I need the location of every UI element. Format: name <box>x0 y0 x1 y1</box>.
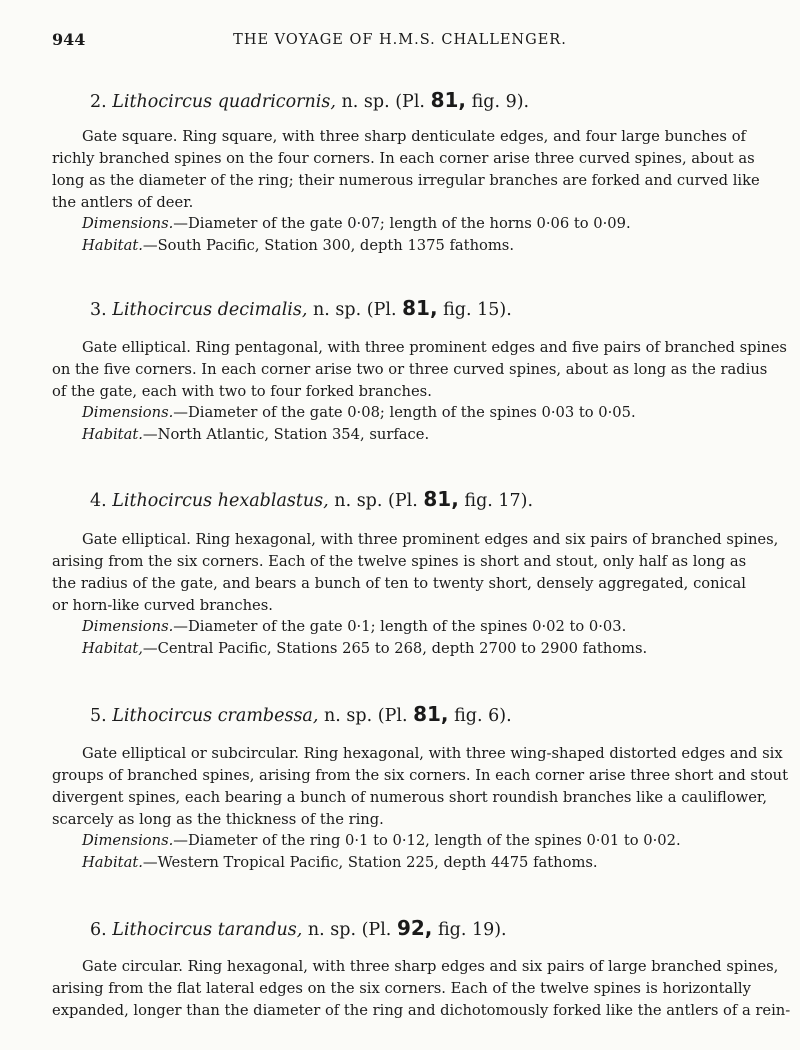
habitat-text: —Western Tropical Pacific, Station 225, depth 4475 fathoms. <box>142 854 598 871</box>
text-line: on the five corners. In each corner arise two or three curved spines, about as long as the radius <box>52 361 768 378</box>
dimensions-label: Dimensions. <box>82 215 174 232</box>
species-heading-tarandus <box>90 916 507 940</box>
plate-prefix: (Pl. <box>388 491 418 511</box>
plate-number: 92, <box>396 916 433 940</box>
dimensions-label: Dimensions. <box>82 832 174 849</box>
species-name: Lithocircus hexablastus, <box>112 491 329 511</box>
text-line: the antlers of deer. <box>52 194 194 211</box>
text-line: scarcely as long as the thickness of the ring. <box>52 811 384 828</box>
plate-prefix: (Pl. <box>361 920 392 940</box>
habitat-line <box>82 854 598 871</box>
species-name: Lithocircus quadricornis, <box>112 92 336 112</box>
habitat-line <box>82 640 647 657</box>
species-status: n. sp. <box>307 920 357 940</box>
habitat-label: Habitat. <box>82 426 143 443</box>
figure-ref: fig. 15). <box>443 300 512 320</box>
text-line: richly branched spines on the four corners. In each corner arise three curved spines, about as <box>52 150 755 167</box>
species-heading-decimalis <box>90 296 512 320</box>
species-number: 5. <box>90 706 107 726</box>
habitat-label: Habitat. <box>82 854 143 871</box>
plate-number: 81, <box>430 88 466 112</box>
description-paragraph <box>52 956 791 1022</box>
plate-number: 81, <box>423 487 459 511</box>
description-paragraph <box>52 529 779 617</box>
text-line: arising from the six corners. Each of the twelve spines is short and stout, only half as long as <box>52 553 747 570</box>
dimensions-line <box>82 832 681 849</box>
species-name: Lithocircus decimalis, <box>112 300 308 320</box>
text-line: Gate elliptical. Ring hexagonal, with three prominent edges and six pairs of branched spines, <box>82 531 779 548</box>
plate-number: 81, <box>413 702 449 726</box>
figure-ref: fig. 17). <box>464 491 534 511</box>
dimensions-label: Dimensions. <box>82 404 174 421</box>
text-line: arising from the flat lateral edges on the six corners. Each of the twelve spines is horizontally <box>52 980 751 997</box>
habitat-text: —Central Pacific, Stations 265 to 268, depth 2700 to 2900 fathoms. <box>142 640 648 657</box>
description-paragraph <box>52 743 789 831</box>
figure-ref: fig. 6). <box>454 706 512 726</box>
dimensions-text: —Diameter of the gate 0·08; length of the spines 0·03 to 0·05. <box>173 404 636 421</box>
text-line: the radius of the gate, and bears a bunch of ten to twenty short, densely aggregated, conical <box>52 575 746 592</box>
species-status: n. sp. <box>324 706 373 726</box>
text-line: Gate square. Ring square, with three sharp denticulate edges, and four large bunches of <box>82 128 746 145</box>
habitat-label: Habitat. <box>82 237 143 254</box>
text-line: or horn-like curved branches. <box>52 597 273 614</box>
text-line: Gate elliptical. Ring pentagonal, with three prominent edges and five pairs of branched spines <box>82 339 787 356</box>
running-title: THE VOYAGE OF H.M.S. CHALLENGER. <box>233 32 567 48</box>
text-line: Gate elliptical or subcircular. Ring hexagonal, with three wing-shaped distorted edges and six <box>82 745 783 762</box>
plate-prefix: (Pl. <box>395 92 425 112</box>
habitat-label: Habitat, <box>82 640 143 657</box>
figure-ref: fig. 19). <box>437 920 507 940</box>
plate-prefix: (Pl. <box>366 300 397 320</box>
text-line: divergent spines, each bearing a bunch of numerous short roundish branches like a cauliflower, <box>52 789 768 806</box>
text-line: of the gate, each with two to four forked branches. <box>52 383 432 400</box>
habitat-line <box>82 426 429 443</box>
plate-prefix: (Pl. <box>377 706 408 726</box>
species-status: n. sp. <box>313 300 362 320</box>
dimensions-line <box>82 618 626 635</box>
species-heading-quadricornis <box>90 88 529 112</box>
species-number: 6. <box>90 920 107 940</box>
dimensions-text: —Diameter of the gate 0·1; length of the spines 0·02 to 0·03. <box>173 618 627 635</box>
species-name: Lithocircus crambessa, <box>112 706 319 726</box>
text-line: Gate circular. Ring hexagonal, with three sharp edges and six pairs of large branched spines, <box>82 958 779 975</box>
species-number: 4. <box>90 491 107 511</box>
text-line: expanded, longer than the diameter of the ring and dichotomously forked like the antlers of a rein- <box>52 1002 791 1019</box>
figure-ref: fig. 9). <box>471 92 530 112</box>
text-line: long as the diameter of the ring; their numerous irregular branches are forked and curved like <box>52 172 760 189</box>
page-number: 944 <box>52 30 86 49</box>
species-heading-hexablastus <box>90 487 533 511</box>
page-header <box>52 30 748 52</box>
dimensions-line <box>82 404 636 421</box>
dimensions-line <box>82 215 631 232</box>
description-paragraph <box>52 126 760 214</box>
habitat-text: —North Atlantic, Station 354, surface. <box>142 426 430 443</box>
habitat-line <box>82 237 514 254</box>
text-line: groups of branched spines, arising from the six corners. In each corner arise three short and stout <box>52 767 789 784</box>
species-name: Lithocircus tarandus, <box>112 920 303 940</box>
dimensions-text: —Diameter of the gate 0·07; length of the horns 0·06 to 0·09. <box>173 215 631 232</box>
species-number: 2. <box>90 92 107 112</box>
species-heading-crambessa <box>90 702 512 726</box>
species-status: n. sp. <box>334 491 383 511</box>
habitat-text: —South Pacific, Station 300, depth 1375 fathoms. <box>142 237 515 254</box>
species-status: n. sp. <box>341 92 390 112</box>
dimensions-label: Dimensions. <box>82 618 174 635</box>
dimensions-text: —Diameter of the ring 0·1 to 0·12, length of the spines 0·01 to 0·02. <box>173 832 681 849</box>
species-number: 3. <box>90 300 107 320</box>
description-paragraph <box>52 337 787 403</box>
plate-number: 81, <box>402 296 438 320</box>
